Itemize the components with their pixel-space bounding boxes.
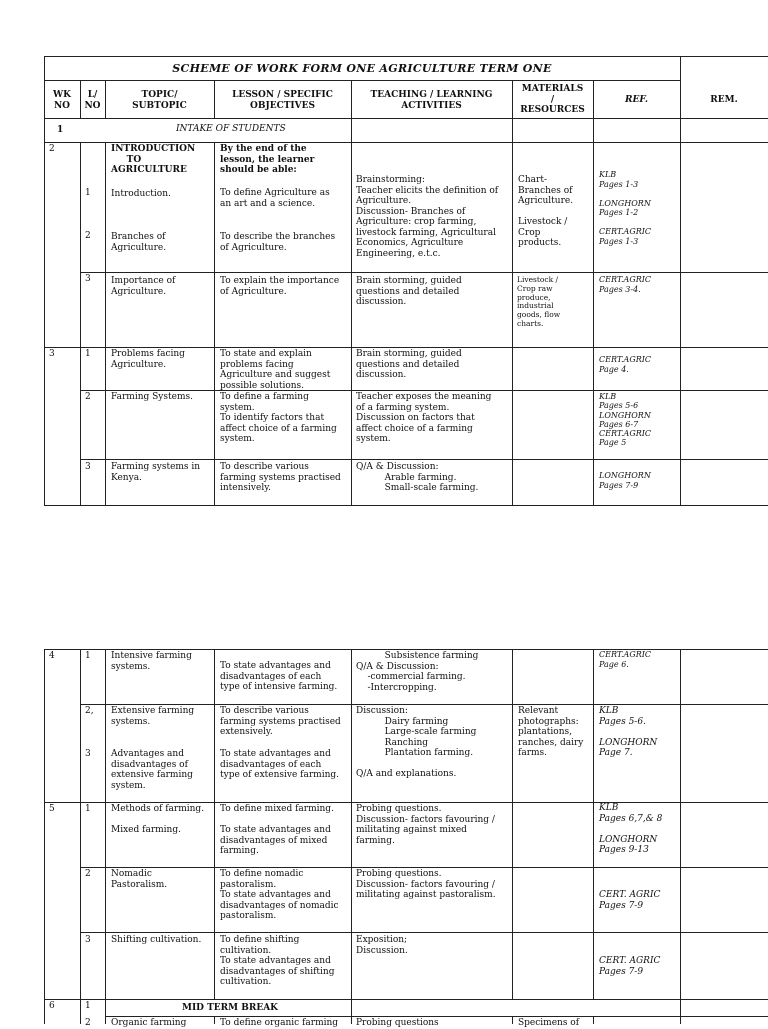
activities-cell: Q/A & Discussion: Arable farming. Small-scale farming. <box>356 462 479 493</box>
week-number: 1 <box>57 125 64 135</box>
materials-cell: Specimens of <box>518 1018 580 1028</box>
reference-cell: KLB Pages 6,7,& 8 LONGHORN Pages 9-13 <box>599 803 663 855</box>
reference-cell: LONGHORN Pages 7-9 <box>599 471 651 490</box>
materials-cell: Relevant photographs: plantations, ranches, dairy farms. <box>518 706 584 758</box>
lesson-number: 3 <box>85 462 91 472</box>
activities-cell: Brainstorming: Teacher elicits the definition of Agriculture. Discussion- Branches of Agriculture: crop farming, livestock farming, Agricultural Economics, Agriculture Engineering, e.t.c. <box>356 175 499 259</box>
objective-cell: To state and explain problems facing Agriculture and suggest possible solutions. <box>220 349 331 391</box>
week-number: 4 <box>49 651 55 661</box>
lesson-number: 3 <box>85 749 91 759</box>
activities-cell: Brain storming, guided questions and detailed discussion. <box>356 349 462 380</box>
week-number: 2 <box>49 144 55 154</box>
objective-cell: To state advantages and disadvantages of each type of extensive farming. <box>220 749 339 780</box>
lesson-number: 3 <box>85 274 91 284</box>
lesson-number: 2 <box>85 392 91 402</box>
reference-cell: KLB Pages 5-6. LONGHORN Page 7. <box>599 706 658 758</box>
activities-cell: Discussion: Dairy farming Large-scale farming Ranching Plantation farming. Q/A and explanations. <box>356 706 477 779</box>
topic-cell: Extensive farming systems. <box>111 706 195 727</box>
topic-cell: Introduction. <box>111 189 171 199</box>
objective-cell: To define nomadic pastoralism. To state advantages and disadvantages of nomadic pastoralism. <box>220 869 339 921</box>
week-number: 6 <box>49 1001 55 1011</box>
objective-cell: To define shifting cultivation. To state advantages and disadvantages of shifting cultivation. <box>220 935 335 987</box>
header-lno: L/ NO <box>84 90 101 111</box>
header-topic: TOPIC/ SUBTOPIC <box>132 90 187 111</box>
lesson-number: 2 <box>85 1018 91 1028</box>
materials-cell: Livestock / Crop raw produce, industrial goods, flow charts. <box>517 275 561 328</box>
objectives-heading: By the end of the lesson, the learner should be able: <box>220 144 315 175</box>
topic-cell: Intensive farming systems. <box>111 651 192 672</box>
topic-cell: Farming systems in Kenya. <box>111 462 201 483</box>
reference-cell: KLB Pages 5-6 LONGHORN Pages 6-7 CERT.AGRIC Page 5 <box>599 392 652 448</box>
reference-cell: CERT.AGRIC Page 4. <box>599 355 652 374</box>
lesson-number: 1 <box>85 1001 91 1011</box>
topic-cell: Farming Systems. <box>111 392 193 402</box>
topic-cell: Problems facing Agriculture. <box>111 349 185 370</box>
objective-cell: To describe various farming systems practised intensively. <box>220 462 341 493</box>
topic-cell: Organic farming <box>111 1018 187 1028</box>
topic-cell: Branches of Agriculture. <box>111 232 167 253</box>
intake-text: INTAKE OF STUDENTS <box>176 124 286 134</box>
objective-cell: To explain the importance of Agriculture. <box>220 276 340 297</box>
header-ref: REF. <box>625 95 648 105</box>
activities-cell: Probing questions. Discussion- factors favouring / militating against pastoralism. <box>356 869 496 900</box>
materials-cell: Chart- Branches of Agriculture. Livestock / Crop products. <box>518 175 574 248</box>
lesson-number: 2 <box>85 869 91 879</box>
activities-cell: Subsistence farming Q/A & Discussion: -commercial farming. -Intercropping. <box>356 651 479 693</box>
reference-cell: CERT. AGRIC Pages 7-9 <box>599 890 661 911</box>
lesson-number: 2, <box>85 706 94 716</box>
document-title: SCHEME OF WORK FORM ONE AGRICULTURE TERM ONE <box>172 62 552 75</box>
objective-cell: To define a farming system. To identify factors that affect choice of a farming system. <box>220 392 337 444</box>
topic-cell: Methods of farming. Mixed farming. <box>111 804 205 835</box>
activities-cell: Teacher exposes the meaning of a farming system. Discussion on factors that affect choice of a farming system. <box>356 392 492 444</box>
topic-cell: Importance of Agriculture. <box>111 276 176 297</box>
activities-cell: Brain storming, guided questions and detailed discussion. <box>356 276 462 307</box>
lesson-number: 2 <box>85 231 91 241</box>
objective-cell: To define mixed farming. To state advantages and disadvantages of mixed farming. <box>220 804 334 856</box>
mid-term-break: MID TERM BREAK <box>182 1003 278 1013</box>
header-objectives: LESSON / SPECIFIC OBJECTIVES <box>232 90 333 111</box>
lesson-number: 1 <box>85 188 91 198</box>
topic-heading: INTRODUCTION TO AGRICULTURE <box>111 144 196 175</box>
lesson-number: 1 <box>85 804 91 814</box>
objective-cell: To describe various farming systems practised extensively. <box>220 706 341 737</box>
week-number: 3 <box>49 349 55 359</box>
header-rem: REM. <box>710 95 738 105</box>
objective-cell: To state advantages and disadvantages of each type of intensive farming. <box>220 661 338 692</box>
objective-cell: To define organic farming <box>220 1018 339 1028</box>
lesson-number: 1 <box>85 651 91 661</box>
reference-cell: CERT. AGRIC Pages 7-9 <box>599 956 661 977</box>
header-wk: WK NO <box>53 90 71 111</box>
activities-cell: Exposition; Discussion. <box>356 935 408 956</box>
week-number: 5 <box>49 804 55 814</box>
reference-cell: KLB Pages 1-3 LONGHORN Pages 1-2 CERT.AGRIC Pages 1-3 <box>599 170 652 246</box>
topic-cell: Advantages and disadvantages of extensive farming system. <box>111 749 193 791</box>
reference-cell: CERT.AGRIC Page 6. <box>599 650 652 669</box>
objective-cell: To describe the branches of Agriculture. <box>220 232 336 253</box>
header-activities: TEACHING / LEARNING ACTIVITIES <box>370 90 493 111</box>
activities-cell: Probing questions <box>356 1018 439 1028</box>
header-materials: MATERIALS / RESOURCES <box>520 84 585 115</box>
activities-cell: Probing questions. Discussion- factors favouring / militating against mixed farming. <box>356 804 495 846</box>
topic-cell: Shifting cultivation. <box>111 935 202 945</box>
reference-cell: CERT.AGRIC Pages 3-4. <box>599 275 652 294</box>
objective-cell: To define Agriculture as an art and a science. <box>220 188 330 209</box>
lesson-number: 1 <box>85 349 91 359</box>
topic-cell: Nomadic Pastoralism. <box>111 869 168 890</box>
lesson-number: 3 <box>85 935 91 945</box>
